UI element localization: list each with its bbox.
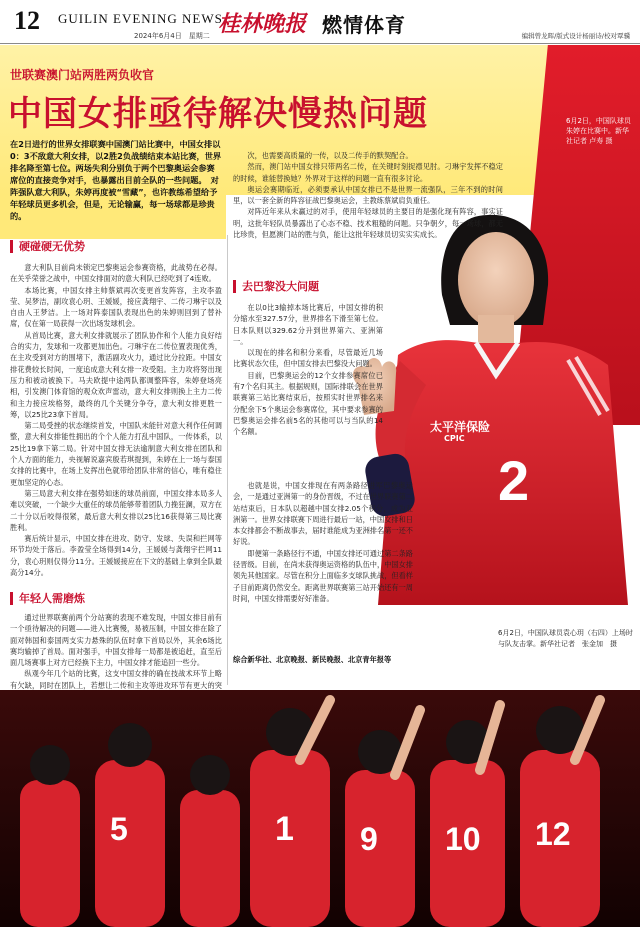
paper-name-en: GUILIN EVENING NEWS xyxy=(58,11,223,26)
source-credit: 综合新华社、北京晚报、新民晚报、北京青年报等 xyxy=(233,655,392,664)
jersey-sponsor: 太平洋保险 xyxy=(430,420,491,434)
col-a-para: 本场比赛，中国女排主帅蔡斌再次变更首发阵容，主攻李盈莹、吴梦洁，副攻袁心玥、王媛媛，接应龚翔宇、二传刁琳宇以及自由人王梦洁。上一场对阵泰国队表现出色的朱婷则回到了替补席，仅在第一局获得一次出场发球机会。 xyxy=(10,285,222,329)
svg-text:5: 5 xyxy=(110,811,128,847)
col-d-para: 即便第一条路径行不通，中国女排还可通过第二条路径晋级。目前，在尚未获得奥运资格的队伍中，中国女排领先其他国家。尽管在积分上面临多支球队挑战，但看样子目前距离仍然安全。距离世界联赛第三站开始还有一周时间，中国女排需要好好准备。 xyxy=(233,548,413,603)
svg-text:10: 10 xyxy=(445,821,481,857)
col-a-para: 赛后统计显示，中国女排在进攻、防守、发球、失误和拦网等环节均处于落后。李盈莹全场得到14分，王媛媛与龚翔宇拦网11分，袁心玥则仅得分11分。王媛媛接应在下文的基础上拿到全队最高分14分。 xyxy=(10,534,222,578)
col-c-para: 以现在的排名和积分来看，尽管最近几场比赛状态欠佳，但中国女排去巴黎没大问题。 xyxy=(233,348,383,369)
editor-credits: 编辑曾龙晖/版式设计杨丽诗/校对覃骥 xyxy=(521,32,630,40)
col-a-para: 意大利队目前尚未锁定巴黎奥运会参赛资格，此战势在必得。在关乎荣誉之战中，中国女排面对的意大利队已经吃到了4连败。 xyxy=(10,263,222,284)
team-photo xyxy=(0,690,640,927)
column-divider xyxy=(227,235,228,685)
col-c-para: 目前，巴黎奥运会的12个女排参赛席位已有7个名归其主。根据规则，国际排联会在世界联赛第三站比赛结束后，按照实时世界排名来分配余下5个奥运会参赛席位，其中要求参赛的巴黎奥运会排名前5名的其他可以与当队的14个名额。 xyxy=(233,370,383,437)
issue-date: 2024年6月4日 星期二 xyxy=(134,32,210,40)
jersey-number: 2 xyxy=(498,449,530,512)
section-head-2: 去巴黎没大问题 xyxy=(233,280,319,293)
col-a2-para: 通过世界联赛前两个分站赛的表现不难发现，中国女排目前有一个亟待解决的问题——进入比赛慢，易被压制，中国女排在除了面对韩国和泰国两支实力悬殊的队伍时拿下首局以外，其余6场比赛均输掉了首局。面对强手，中国女排每一局都是被追赶，直至后面几场赛事上对方已经换下主力，中国女排才能追回一些分。 xyxy=(10,613,222,668)
col-c-para: 在以0比3输掉本场比赛后，中国女排的积分缩水至327.57分，世界排名下滑至第七位。日本队则以329.62分升到世界第六、亚洲第一。 xyxy=(233,303,383,346)
column-d xyxy=(233,480,413,648)
masthead xyxy=(0,0,640,44)
section-title: 燃情体育 xyxy=(322,13,406,37)
page-number: 12 xyxy=(14,6,40,35)
col-d-para: 也就是说，中国女排现在有两条路径进军巴黎奥运会，一是通过亚洲第一的身份晋级，不过在世界联赛第二站结束后，日本队以超越中国女排2.05个积分，成为亚洲第一。世界女排联赛下周进行最后一站，中国女排和日本女排都会不断战事去，届时谁能成为亚洲排名第一还不好说。 xyxy=(233,481,413,547)
col-b-para: 对阵近年来从未赢过的对手，使用年轻球员的主要目的是强化现有阵容，事实证明，这批年轻队员暴露出了心态不稳、技术粗糙的问题。只争朝夕，每一场球，都无比珍贵，但愿澳门站的胜与负，能让这批年轻球员切实实实成长。 xyxy=(233,207,503,240)
col-a-para: 第三局意大利女排在强势如迷的球员前面，中国女排本局多人难以突破，一个缺少大重任的球员能够带着团队力挽狂澜，双方在二十分以后咬得很紧，最后意大利女排以25比16获得第三局比赛胜利。 xyxy=(10,488,222,532)
paper-logo: 桂林晚报 xyxy=(218,11,307,37)
col-a-para: 从首局比赛，意大利女排就展示了团队协作和个人能力良好结合的实力，发球和一攻都更加出色。刁琳宇在二传位置表现优秀，在主攻受到对方的围堵下，激活副攻火力，通过比分拉距。中国女排花费较长时间，一度追成意大利女排一攻受阻。主力攻将努出现压力和被动被换下。马夫欧提中途两队都调整阵容，朱婷登场亮相，引发澳门体育馆的观众欢声雷动，意大利女排则换上主力二传和主力接应埃格努，最终的几个关键分争夺，意大利女排更胜一筹，以25比23拿下首局。 xyxy=(10,330,222,419)
kicker: 世联赛澳门站两胜两负收官 xyxy=(10,68,155,82)
svg-text:9: 9 xyxy=(360,821,378,857)
photo-caption-2: 6月2日，中国队球员袁心玥（右四）上场时与队友击掌。新华社记者 张金加 摄 xyxy=(498,629,633,648)
col-a2-para: 纵观今年几个站的比赛，这支中国女排的确在技战术环节上略有欠缺，同时在团队上，若想让二传和主攻等进攻环节有更大的突 xyxy=(10,669,222,690)
col-b-para: 次，也需要高质量的一传，以及二传手的默契配合。 xyxy=(247,151,413,160)
column-b xyxy=(233,150,503,274)
photo-caption-1: 6月2日，中国队球员朱婷在比赛中。新华社记者 卢寿 摄 xyxy=(566,117,631,145)
col-a-para: 第二局受挫的状态继续首发，中国队未能针对意大利作任何调整，意大利女排能性拥出的个个人能力打乱中国队，一传体系，以25比19拿下第二局。针对中国女排无法逾制意大利女排在团队和个人方面的能力，央视解说嘉宾殷若琪提到，朱婷在上一场与泰国女排的比赛中，在场上发挥出色就带给团队非常的信心，唯有稳住更加坚定的心态。 xyxy=(10,421,222,487)
jersey-sponsor-en: CPIC xyxy=(444,434,465,443)
svg-text:1: 1 xyxy=(275,810,294,848)
column-a2 xyxy=(10,612,222,688)
section-head-1: 硬碰硬无优势 xyxy=(10,240,85,253)
lead-paragraph: 在2日进行的世界女排联赛中国澳门站比赛中，中国女排以0：3不敌意大利女排，以2胜2负战绩结束本站比赛，世界排名降至第七位。两场失利分别负于两个巴黎奥运会参赛席位的直接竞争对手，也暴露出目前全队的一些问题。 对阵强队意大利队，朱婷再度被“雪藏”，也许教练希望给予年轻球员更多机会，但是，无论输赢，每一场球都是珍贵的。 xyxy=(10,139,222,221)
column-c xyxy=(233,302,383,478)
col-b-para: 然而，澳门站中国女排只带两名二传，在关键时刻捉襟见肘。刁琳宇发挥不稳定的时候，谁能替换她？外界对于这样的问题一直有很多讨论。 xyxy=(233,162,503,183)
section-head-3: 年轻人需磨炼 xyxy=(10,592,85,605)
column-a xyxy=(10,262,222,586)
col-b-para: 奥运会赛期临近，必须要承认中国女排已不是世界一流强队，三年不到的时间里，以一套全新的阵容征战巴黎奥运会，主教练蔡斌肩负重任。 xyxy=(233,184,503,206)
svg-text:12: 12 xyxy=(535,816,571,852)
headline: 中国女排亟待解决慢热问题 xyxy=(8,94,428,134)
